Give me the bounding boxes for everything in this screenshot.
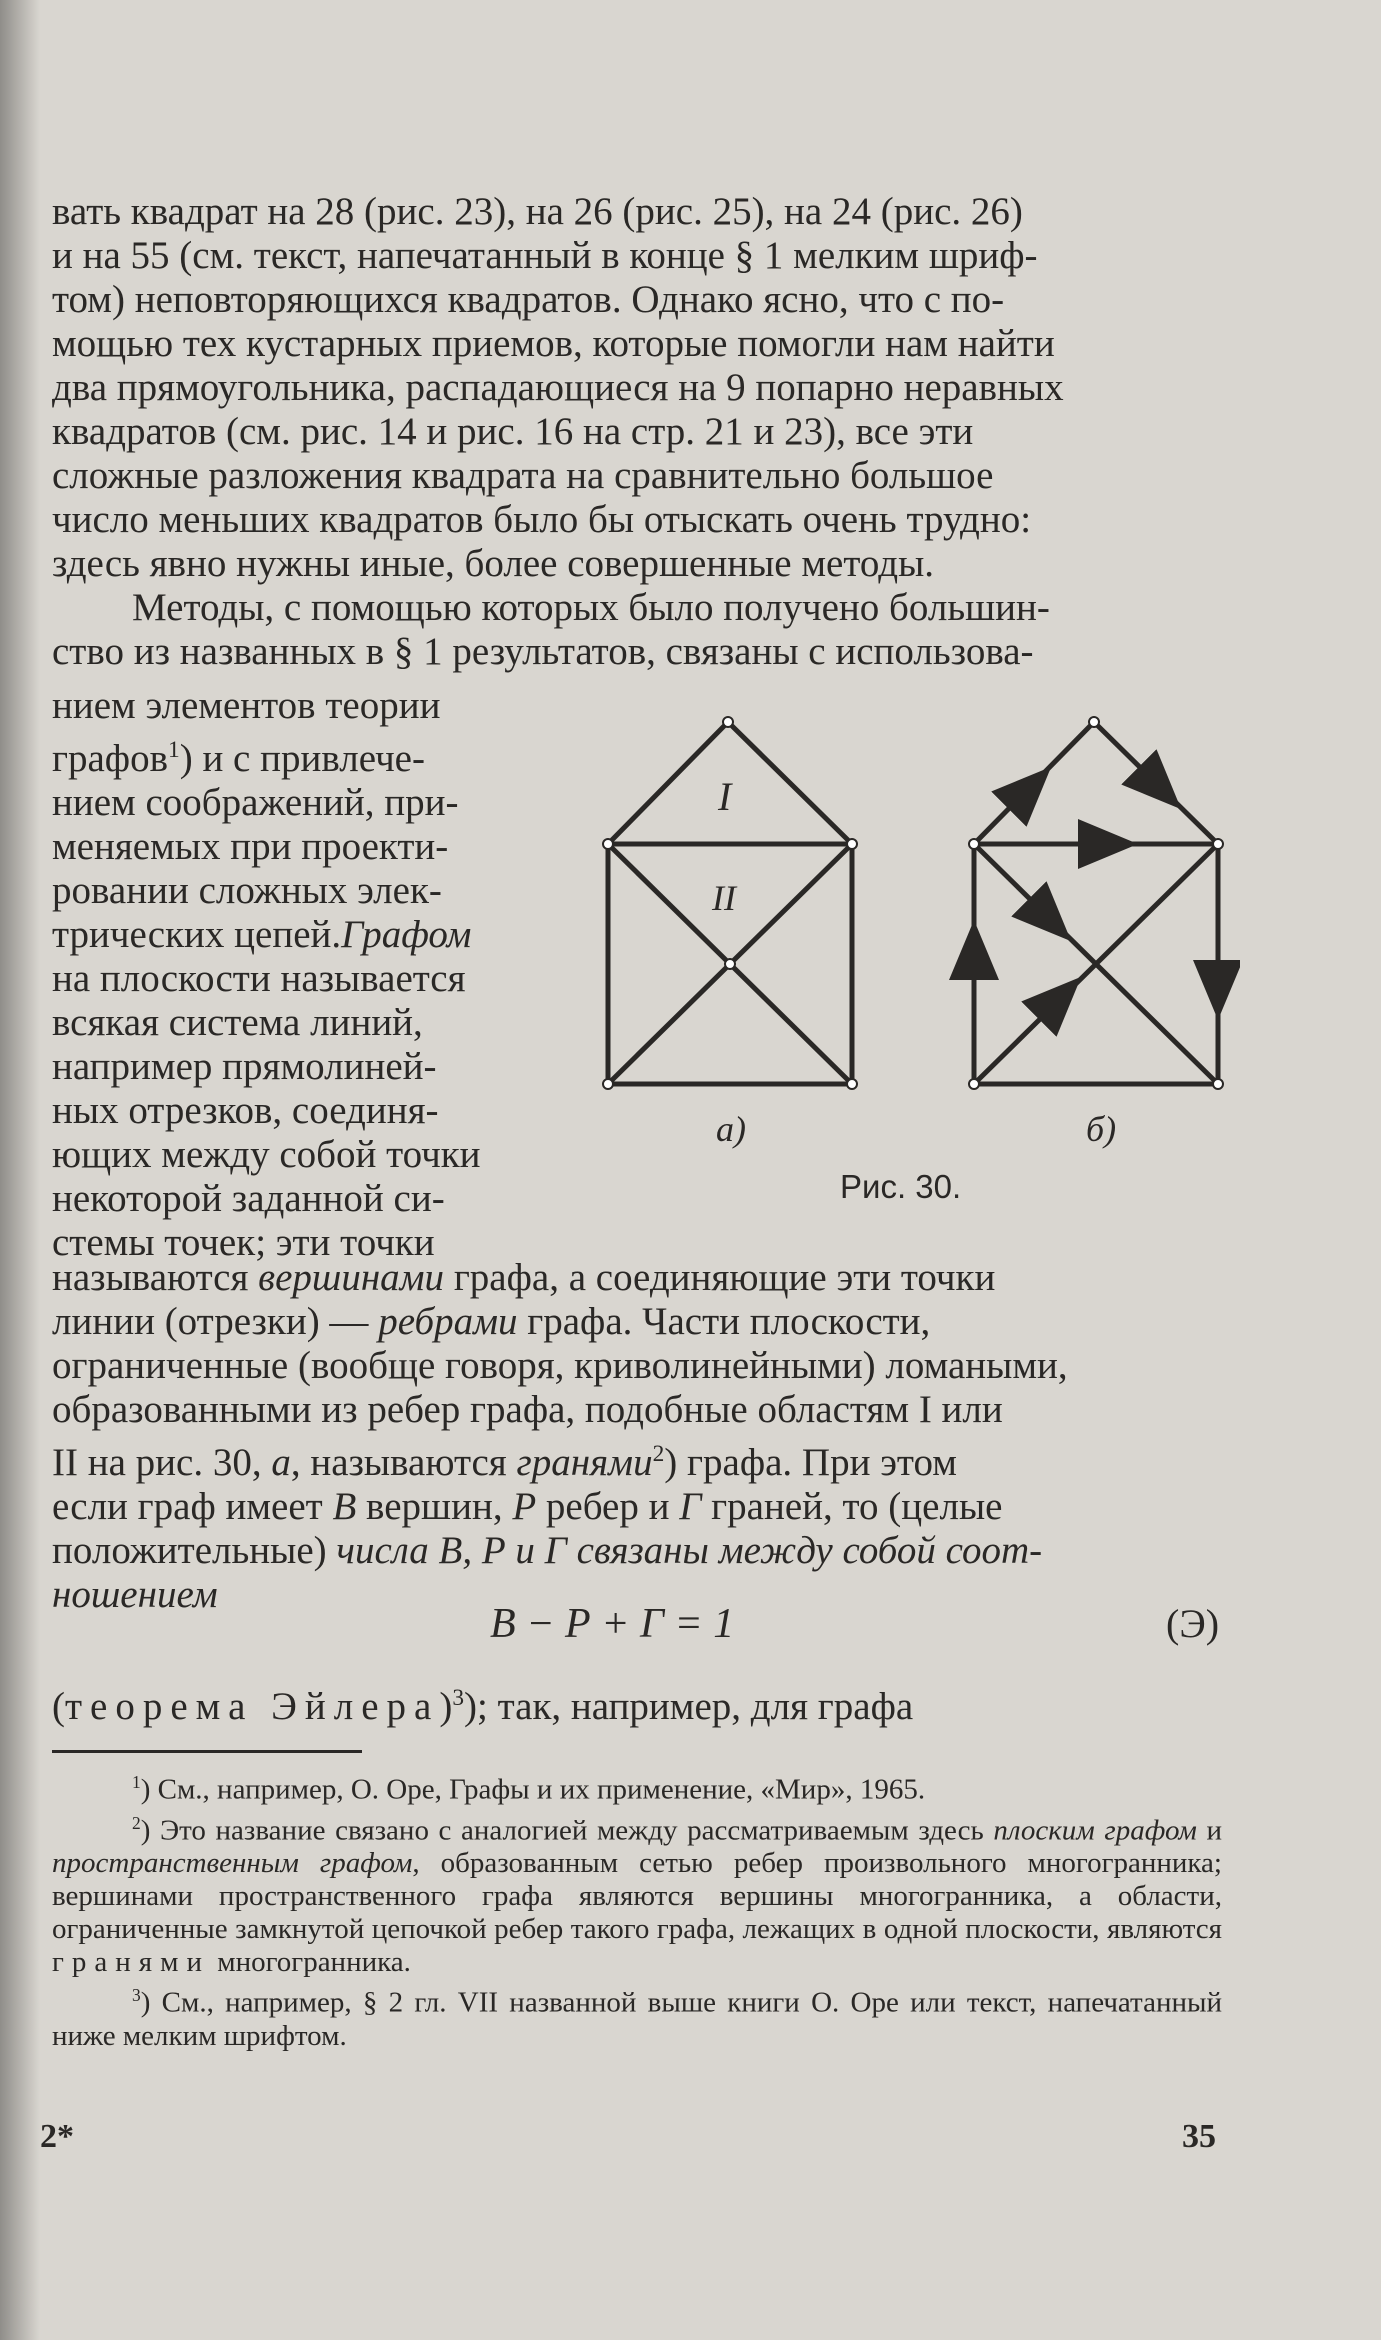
text-line: ных отрезков, соединя- [52,1089,439,1132]
text-line: например прямолиней- [52,1045,437,1088]
term-graph: Графом [341,913,472,956]
figure-30-graphs [560,700,1240,1220]
footnote-divider [52,1750,362,1753]
figure-sublabel-b: б) [1086,1109,1117,1149]
text-line: ство из названных в § 1 результатов, связаны с использова- [52,630,1034,673]
footnote-ref: 1 [168,737,180,763]
after-figure-paragraph [52,1256,1232,1617]
text-line: II на рис. 30, а, называются гранями$^2$) графа. При этом [52,1441,957,1484]
text-line: ношением [52,1573,218,1616]
text-line: том) неповторяющихся квадратов. Однако ясно, что с по- [52,278,1005,321]
text-line: стемы точек; эти точки [52,1221,435,1264]
text-line: здесь явно нужны иные, более совершенные методы. [52,542,935,585]
text-line: два прямоугольника, распадающиеся на 9 попарно неравных [52,366,1064,409]
euler-line [52,1676,1232,1729]
text-line: называются вершинами графа, а соединяющие эти точки [52,1256,996,1299]
graph-b [974,722,1218,1084]
top-paragraph [52,190,1232,674]
text-line: всякая система линий, [52,1001,423,1044]
text-line: число меньших квадратов было бы отыскать очень трудно: [52,498,1032,541]
text-line: ровании сложных элек- [52,869,442,912]
footnote-ref: 3 [452,1685,465,1711]
formula-label: (Э) [1166,1601,1220,1646]
page-number: 35 [1182,2118,1216,2155]
euler-formula: В − Р + Г = 1 [490,1601,735,1647]
text-line: меняемых при проекти- [52,825,449,868]
text-line: (теорема Эйлера)$^3$); так, например, для графа [52,1685,914,1728]
text-line: ющих между собой точки [52,1133,481,1176]
face-label-II: II [712,878,736,918]
text-line: на плоскости называется [52,957,466,1000]
text-line: трических цепей.Графом [52,913,472,956]
wrapped-text-column [52,684,532,1265]
text-line: и на 55 (см. текст, напечатанный в конце § 1 мелким шриф- [52,234,1038,277]
text-line: Методы, с помощью которых было получено большин- [132,586,1050,629]
footnote-3: $^3$) См., например, § 2 гл. VII названной выше книги О. Оре или текст, напечатанный ниже мелким шрифтом. [52,1985,1222,2052]
face-label-I: I [718,774,732,819]
text-line: образованными из ребер графа, подобные областям I или [52,1388,1003,1431]
text-line: если граф имеет В вершин, Р ребер и Г граней, то (целые [52,1485,1003,1528]
text-line: графов$^1$) и с привлече- [52,737,425,780]
figure-caption: Рис. 30. [840,1168,962,1205]
footnotes [52,1766,1222,2053]
text-line: квадратов (см. рис. 14 и рис. 16 на стр. 21 и 23), все эти [52,410,974,453]
text-line: некоторой заданной си- [52,1177,445,1220]
text-line: ограниченные (вообще говоря, криволинейными) ломаными, [52,1344,1068,1387]
text-line: линии (отрезки) — ребрами графа. Части плоскости, [52,1300,931,1343]
figure-sublabel-a: а) [716,1109,746,1149]
text-line: нием элементов теории [52,684,441,727]
footnote-2: $^2$) Это название связано с аналогией между рассматриваемым здесь плоским графом и пространственным графом, образованным сетью ребер произвольного многогранника; вершинами пространственного графа являются вершины многогранника, а области, ограниченные замкнутой цепочкой ребер такого графа, лежащих в одной плоскости, являются гранями многогранника. [52,1812,1222,1979]
text-line: вать квадрат на 28 (рис. 23), на 26 (рис. 25), на 24 (рис. 26) [52,190,1023,233]
footnote-1: $^1$) См., например, О. Оре, Графы и их применение, «Мир», 1965. [132,1772,926,1806]
text-line: нием соображений, при- [52,781,459,824]
text-line: положительные) числа В, Р и Г связаны между собой соот- [52,1529,1043,1572]
text-line: сложные разложения квадрата на сравнительно большое [52,454,994,497]
footnote-ref: 2 [652,1441,665,1467]
text-line: мощью тех кустарных приемов, которые помогли нам найти [52,322,1055,365]
page-binding-shadow [0,0,40,2340]
signature-mark: 2* [40,2118,74,2155]
